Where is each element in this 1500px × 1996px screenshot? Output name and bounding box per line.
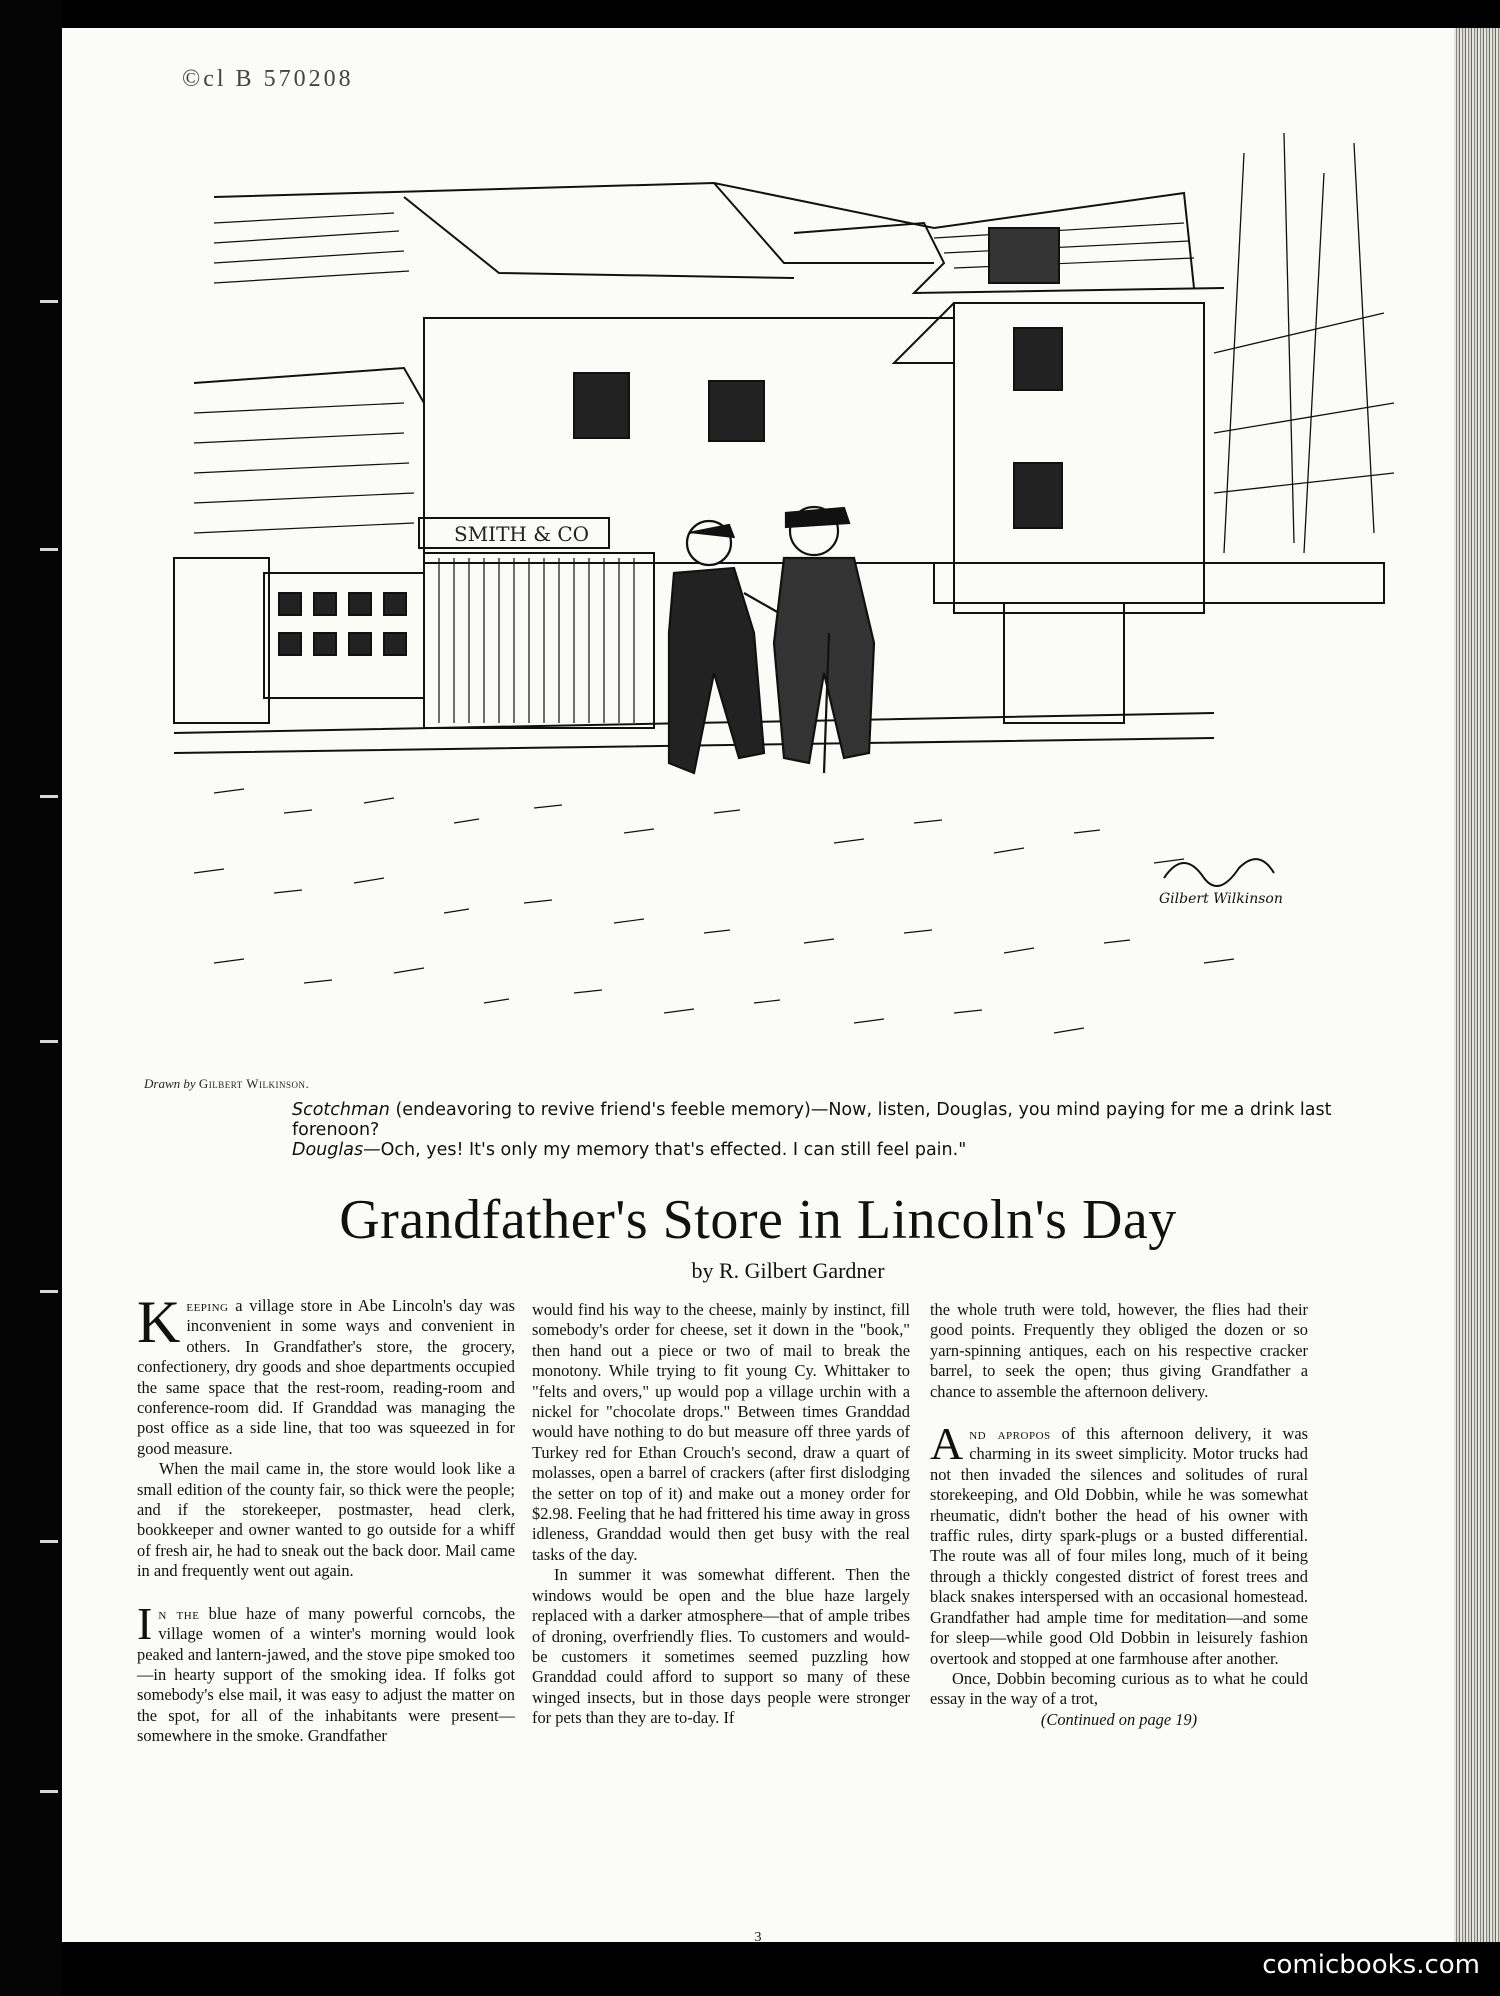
article-column-1 <box>137 1289 515 1747</box>
book-binding <box>0 0 62 1996</box>
paragraph-2: When the mail came in, the store would look like a small edition of the county fair, so thick were the people; and if the storekeeper, postmaster, head clerk, bookkeeper and owner wanted to go outside for a whiff of fresh air, he had to sneak out the back door. Mail came in and frequently went out again. <box>137 1459 515 1581</box>
article-column-2 <box>532 1300 910 1729</box>
street-scene-illustration <box>154 113 1400 1078</box>
page-edges <box>1454 28 1500 1942</box>
continued-note: (Continued on page 19) <box>1040 1709 1198 1729</box>
credit-artist: Gilbert Wilkinson. <box>198 1076 310 1091</box>
drop-cap: K <box>137 1289 181 1355</box>
caption-speaker-2: Douglas <box>292 1140 364 1160</box>
paragraph-4: would find his way to the cheese, mainly by instinct, fill somebody's order for cheese, set it down in the "book," then hand out a piece or two of mail to break the monotony. While trying to fit young Cy. Whittaker to "felts and overs," up would pop a village urchin with a nickel for "chocolate drops." Between times Granddad would have nothing to do but measure off three yards of Turkey red for Ethan Crouch's second, draw a quart of molasses, open a barrel of crackers (after first dislodging the setter on top of it) and make out a money order for $2.98. Feeling that he had frittered his time away in gross idleness, Granddad would then get busy with the real tasks of the day. <box>532 1300 910 1564</box>
drop-cap: A <box>930 1418 964 1470</box>
paragraph-7: And apropos of this afternoon delivery, it was charming in its sweet simplicity. Motor trucks had not then invaded the silences and solitudes of rural storekeeping, and Old Dobbin, while he was somewhat rheumatic, didn't bother the head of his owner with traffic rules, dirty spark-plugs or a busted differential. The route was all of four miles long, much of it being through a thickly congested district of forest trees and black snakes interspersed with an occasional homestead. Grandfather had ample time for meditation—and some for sleep—while good Old Dobbin in leisurely fashion overtook and stopped at one farmhouse after another. <box>930 1418 1308 1668</box>
watermark: comicbooks.com <box>1262 1950 1480 1980</box>
drop-cap: I <box>137 1597 153 1649</box>
magazine-page <box>62 28 1454 1945</box>
page-number: 3 <box>754 1930 762 1945</box>
caption-text-1: (endeavoring to revive friend's feeble memory)—Now, listen, Douglas, you mind paying for me a drink last forenoon? <box>292 1100 1332 1140</box>
paragraph-1: Keeping a village store in Abe Lincoln's day was inconvenient in some ways and convenient in others. In Grandfather's store, the grocery, confectionery, dry goods and shoe departments occupied the same space that the rest-room, reading-room and conference-room did. If Granddad was managing the post office as a side line, that too was squeezed in for good measure. <box>137 1289 515 1458</box>
article-title: Grandfather's Store in Lincoln's Day <box>339 1189 1177 1251</box>
paragraph-3: In the blue haze of many powerful corncobs, the village women of a winter's morning would look peaked and lantern-jawed, and the stove pipe smoked too—in hearty support of the smoking idea. If folks got somebody's else mail, it was easy to adjust the matter on the spot, for all of the inhabitants were present—somewhere in the smoke. Grandfather <box>137 1597 515 1746</box>
credit-prefix: Drawn by <box>144 1076 196 1091</box>
caption-text-2: —Och, yes! It's only my memory that's effected. I can still feel pain." <box>363 1140 967 1160</box>
copyright-stamp: ©cl B 570208 <box>182 66 354 92</box>
illustration-credit <box>144 1076 309 1092</box>
article-byline: by R. Gilbert Gardner <box>691 1258 885 1283</box>
paragraph-8: Once, Dobbin becoming curious as to what he could essay in the way of a trot, <box>930 1668 1308 1709</box>
paragraph-5: In summer it was somewhat different. Then the windows would be open and the blue haze largely replaced with a darker atmosphere—that of ample tribes of droning, overfriendly flies. To customers and would-be customers it sometimes seemed puzzling how Granddad could afford to support so many of these winged insects, but in those days people were stronger for pets than they are to-day. If <box>532 1565 910 1728</box>
shop-sign: SMITH & CO <box>454 522 590 546</box>
cartoon-caption <box>187 1100 1357 1160</box>
artist-signature: Gilbert Wilkinson <box>1159 891 1283 907</box>
paragraph-6: the whole truth were told, however, the flies had their good points. Frequently they obliged the dozen or so yarn-spinning antiques, each on his respective cracker barrel, to seek the open; thus giving Grandfather a chance to assemble the afternoon delivery. <box>930 1300 1308 1401</box>
caption-speaker-1: Scotchman <box>292 1100 390 1120</box>
article-column-3 <box>930 1300 1308 1730</box>
